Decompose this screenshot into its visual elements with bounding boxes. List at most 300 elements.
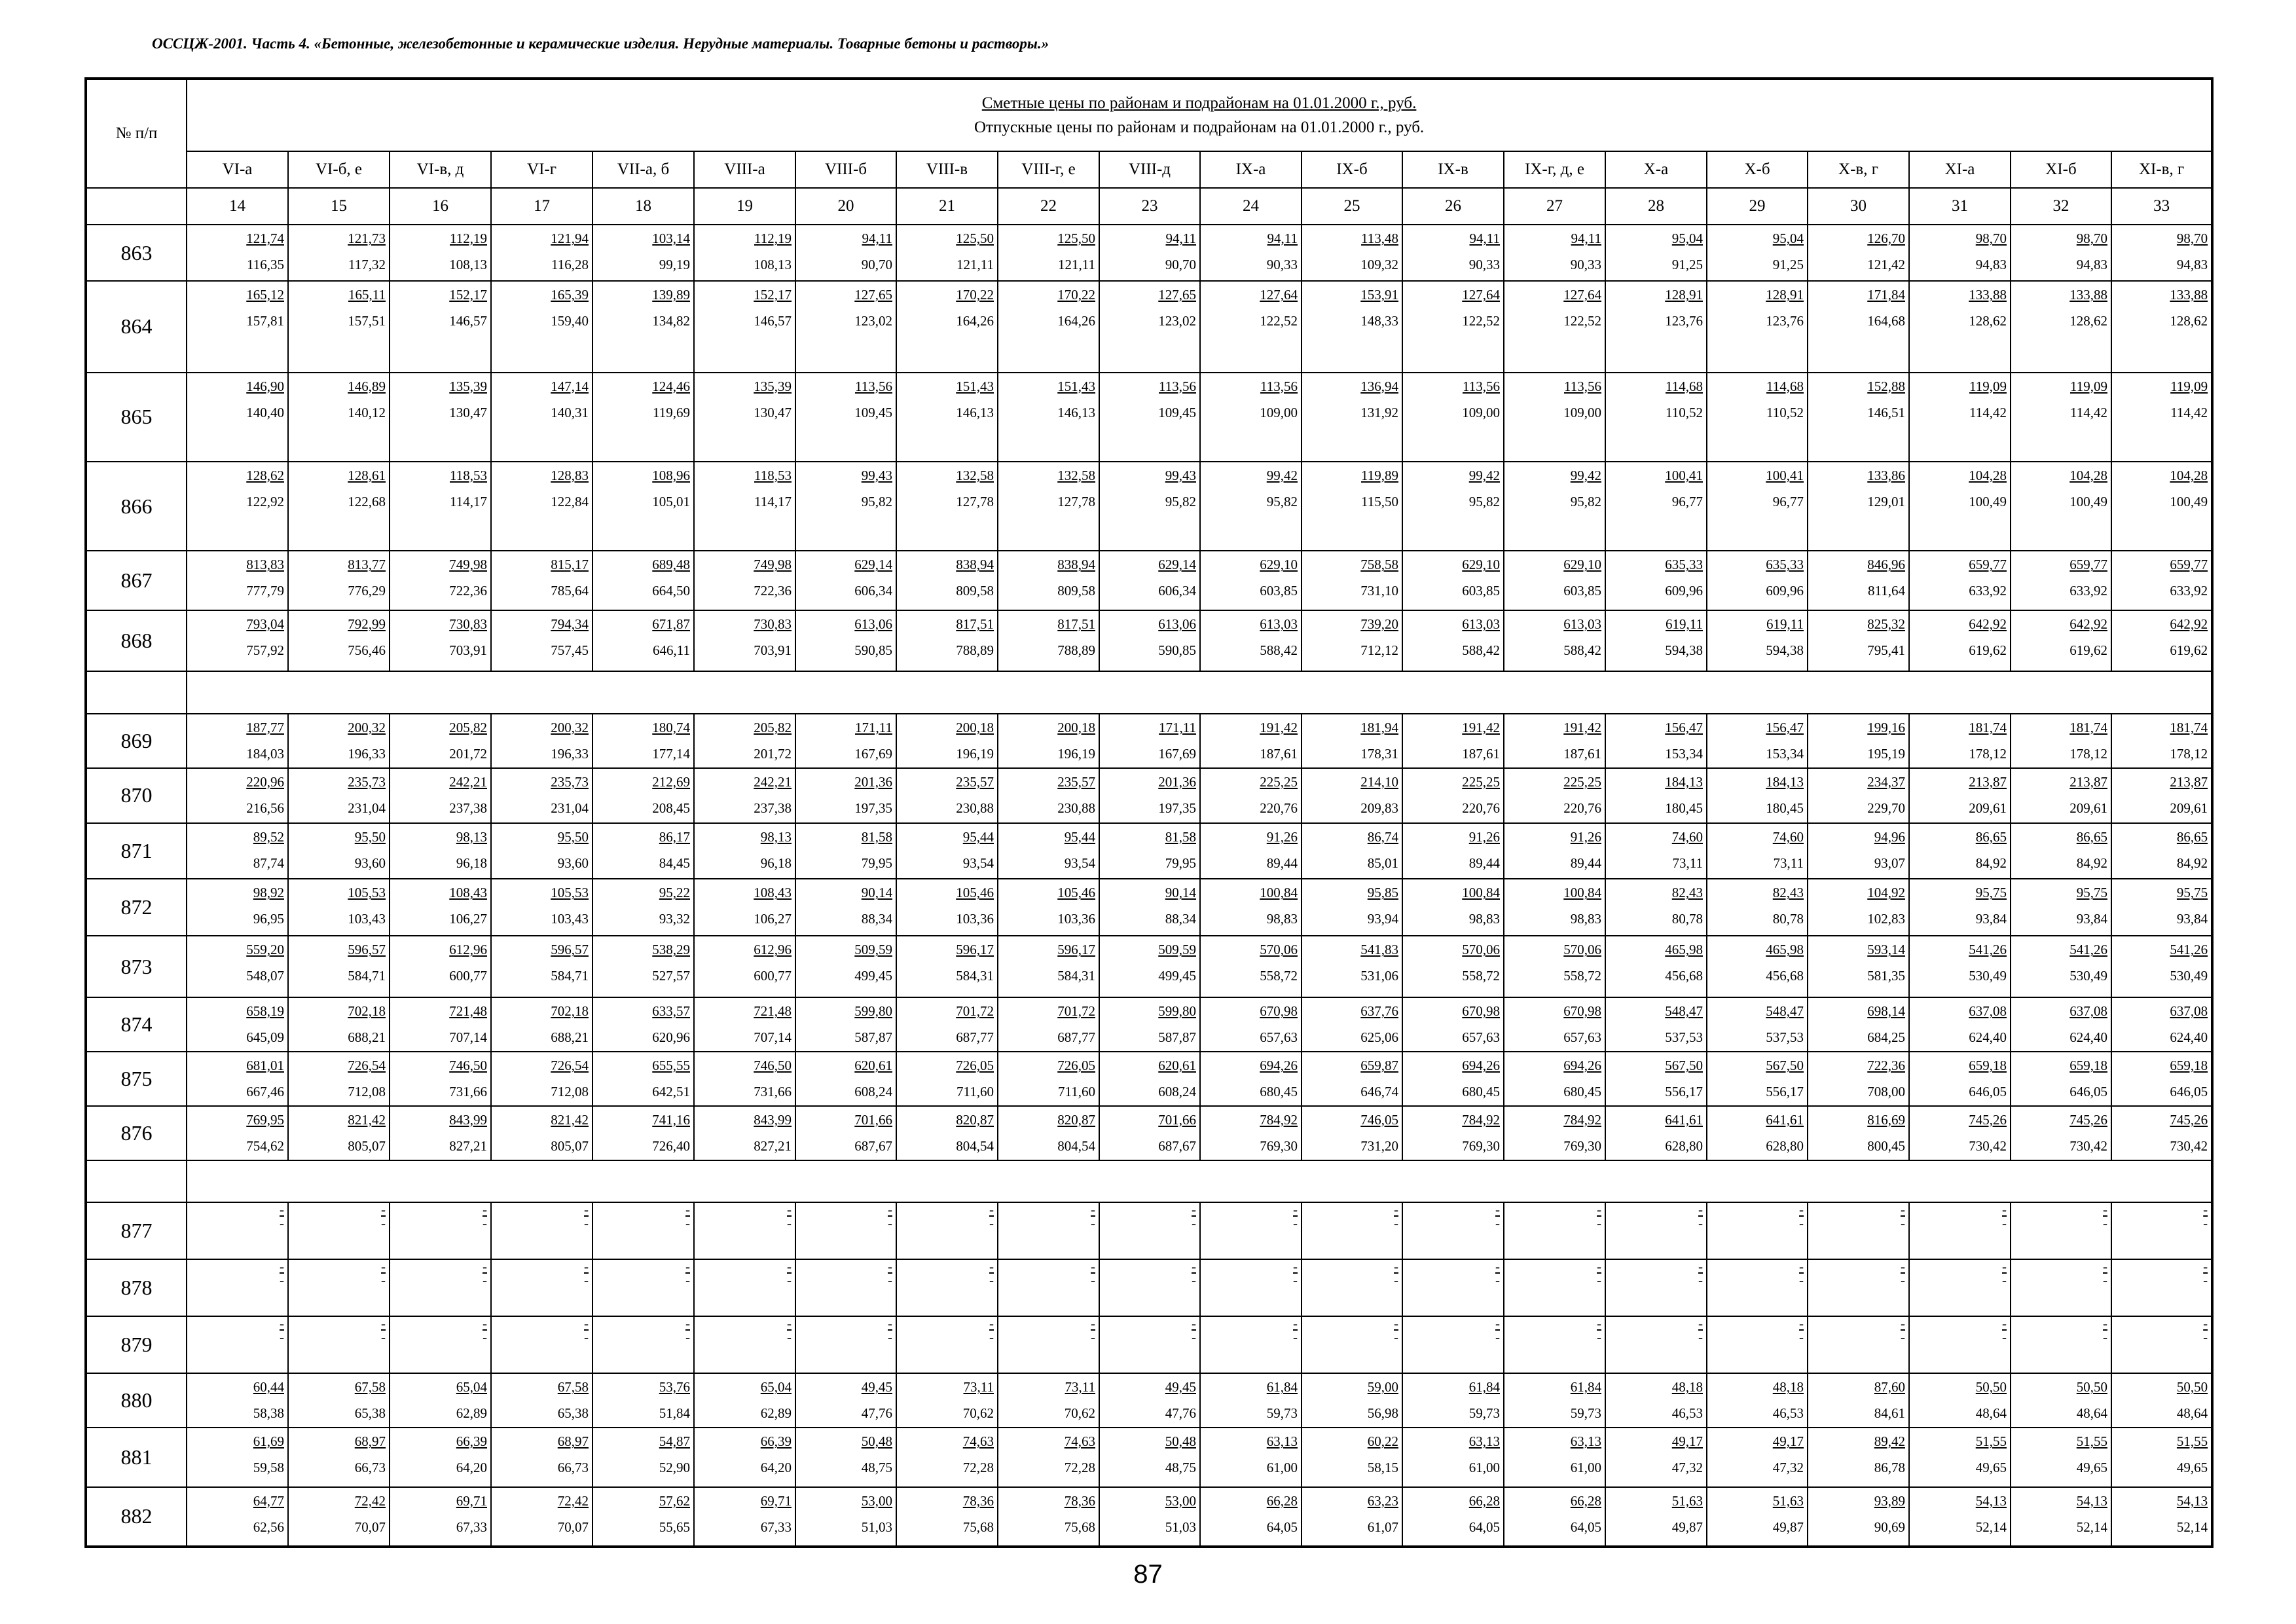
release-price: 95,82 <box>1165 493 1196 509</box>
estimate-price: 121,94 <box>551 231 589 247</box>
table-row <box>86 225 2212 281</box>
release-price: 121,11 <box>1058 257 1095 273</box>
price-cell <box>2111 1052 2212 1106</box>
price-cell <box>1302 879 1402 936</box>
release-price: 64,20 <box>760 1460 792 1475</box>
table-row <box>86 1316 2212 1373</box>
estimate-price: 613,06 <box>854 616 892 633</box>
price-cell <box>1302 768 1402 823</box>
release-price: 726,40 <box>652 1137 690 1154</box>
release-price: 122,92 <box>246 493 284 509</box>
release-price: 594,38 <box>1766 642 1804 659</box>
price-cell <box>795 1373 896 1428</box>
release-price: 70,07 <box>354 1519 386 1535</box>
price-cell <box>1605 373 1707 462</box>
estimate-price: 61,84 <box>1468 1379 1500 1395</box>
release-price: 711,60 <box>1058 1084 1095 1100</box>
price-cell <box>1200 936 1302 997</box>
estimate-price: 726,54 <box>348 1058 386 1074</box>
estimate-price: 817,51 <box>1057 616 1095 633</box>
estimate-price: 152,88 <box>1867 378 1905 394</box>
release-price: - <box>280 1329 284 1346</box>
estimate-price: 746,50 <box>754 1058 792 1074</box>
estimate-price: 86,65 <box>1975 828 2007 845</box>
price-cell <box>896 610 998 671</box>
release-price: 657,63 <box>1260 1029 1298 1046</box>
price-cell <box>1707 1106 1808 1160</box>
estimate-price: 105,46 <box>956 885 994 901</box>
region-header: VIII-в <box>896 151 998 188</box>
price-cell <box>491 551 592 610</box>
estimate-price: 90,14 <box>1165 885 1196 901</box>
column-number: 27 <box>1504 188 1605 225</box>
release-price: 70,07 <box>557 1519 589 1535</box>
estimate-price: 187,77 <box>246 719 284 735</box>
estimate-price: 570,06 <box>1563 942 1601 958</box>
price-cell <box>1605 462 1707 551</box>
price-cell <box>288 1428 390 1487</box>
price-cell <box>187 1373 288 1428</box>
price-cell <box>2011 1106 2111 1160</box>
estimate-price: - <box>1192 1202 1196 1218</box>
release-price: 122,52 <box>1563 313 1601 329</box>
estimate-price: 133,88 <box>1969 287 2007 303</box>
estimate-price: 596,17 <box>1057 942 1095 958</box>
table-row <box>86 462 2212 551</box>
estimate-price: 128,83 <box>551 467 589 483</box>
estimate-price: 95,75 <box>2076 885 2107 901</box>
release-price: 531,06 <box>1360 968 1398 984</box>
estimate-price: - <box>1698 1202 1703 1218</box>
release-price: 805,07 <box>348 1137 386 1154</box>
estimate-price: - <box>1293 1259 1298 1275</box>
price-cell <box>187 823 288 879</box>
price-cell <box>1302 1052 1402 1106</box>
release-price: 91,25 <box>1772 257 1804 273</box>
estimate-price: 225,25 <box>1563 773 1601 790</box>
column-number: 29 <box>1707 188 1808 225</box>
release-price: 633,92 <box>2069 583 2107 599</box>
price-cell <box>1707 997 1808 1052</box>
price-cell <box>390 1106 491 1160</box>
estimate-price: 61,69 <box>253 1433 284 1449</box>
price-cell <box>1504 879 1605 936</box>
estimate-price: 613,06 <box>1158 616 1196 633</box>
release-price: 184,03 <box>246 745 284 762</box>
release-price: 687,67 <box>854 1137 892 1154</box>
price-cell <box>998 1106 1099 1160</box>
estimate-price: 121,73 <box>348 231 386 247</box>
release-price: - <box>1293 1329 1298 1346</box>
price-cell <box>1808 281 1909 372</box>
release-price: 70,62 <box>1064 1405 1095 1422</box>
estimate-price: 541,26 <box>1969 942 2007 958</box>
price-cell <box>694 1316 795 1373</box>
row-number: 871 <box>86 823 187 879</box>
price-cell <box>1909 1428 2011 1487</box>
price-cell <box>1605 714 1707 768</box>
estimate-price: 813,77 <box>348 557 386 573</box>
release-price: 606,34 <box>854 583 892 599</box>
column-number: 25 <box>1302 188 1402 225</box>
row-number: 882 <box>86 1487 187 1547</box>
region-header: IX-а <box>1200 151 1302 188</box>
estimate-price: 234,37 <box>1867 773 1905 790</box>
release-price: 98,83 <box>1468 911 1500 927</box>
price-cell <box>2011 1428 2111 1487</box>
price-cell <box>2011 879 2111 936</box>
price-cell <box>694 936 795 997</box>
estimate-price: - <box>787 1202 792 1218</box>
price-cell <box>694 1487 795 1547</box>
estimate-price: - <box>685 1316 690 1332</box>
estimate-price: 119,09 <box>2170 378 2208 394</box>
estimate-price: 68,97 <box>354 1433 386 1449</box>
price-cell <box>187 1106 288 1160</box>
estimate-price: 620,61 <box>1158 1058 1196 1074</box>
estimate-price: 94,11 <box>1267 231 1298 247</box>
price-cell <box>1707 1373 1808 1428</box>
table-row <box>86 1373 2212 1428</box>
estimate-price: 99,43 <box>861 467 892 483</box>
price-cell <box>1504 610 1605 671</box>
release-price: 180,45 <box>1766 800 1804 816</box>
estimate-price: 846,96 <box>1867 557 1905 573</box>
price-cell <box>1707 714 1808 768</box>
price-cell <box>1808 610 1909 671</box>
estimate-price: 128,62 <box>246 467 284 483</box>
estimate-price: 739,20 <box>1360 616 1398 633</box>
estimate-price: 156,47 <box>1766 719 1804 735</box>
estimate-price: 619,11 <box>1666 616 1703 633</box>
price-cell <box>998 1052 1099 1106</box>
release-price: 65,38 <box>557 1405 589 1422</box>
column-number: 22 <box>998 188 1099 225</box>
price-cell <box>1605 1316 1707 1373</box>
price-cell <box>1200 1373 1302 1428</box>
release-price: 89,44 <box>1266 855 1298 871</box>
price-cell <box>1707 551 1808 610</box>
release-price: 46,53 <box>1671 1405 1703 1422</box>
price-cell <box>694 1106 795 1160</box>
estimate-price: 98,13 <box>456 828 487 845</box>
estimate-price: - <box>685 1202 690 1218</box>
price-cell <box>491 281 592 372</box>
table-row <box>86 373 2212 462</box>
estimate-price: 49,17 <box>1772 1433 1804 1449</box>
estimate-price: 74,60 <box>1772 828 1804 845</box>
estimate-price: 769,95 <box>246 1111 284 1128</box>
estimate-price: 113,56 <box>1564 378 1601 394</box>
price-cell <box>1605 1487 1707 1547</box>
estimate-price: 793,04 <box>246 616 284 633</box>
price-cell <box>1909 225 2011 281</box>
column-number: 20 <box>795 188 896 225</box>
release-price: 47,76 <box>1165 1405 1196 1422</box>
estimate-price: - <box>2203 1259 2208 1275</box>
release-price: 95,82 <box>1266 493 1298 509</box>
price-cell <box>592 462 694 551</box>
release-price: 687,77 <box>1057 1029 1095 1046</box>
estimate-price: 181,94 <box>1360 719 1398 735</box>
release-price: 178,12 <box>1969 745 2007 762</box>
estimate-price: - <box>1597 1316 1601 1332</box>
estimate-price: 50,50 <box>2176 1379 2208 1395</box>
price-cell <box>1402 1202 1504 1259</box>
release-price: 588,42 <box>1260 642 1298 659</box>
estimate-price: - <box>888 1259 892 1275</box>
price-cell <box>2011 936 2111 997</box>
estimate-price: 548,47 <box>1665 1003 1703 1020</box>
release-price: 64,20 <box>456 1460 487 1475</box>
release-price: - <box>1597 1215 1601 1232</box>
price-cell <box>390 823 491 879</box>
price-cell <box>2111 714 2212 768</box>
release-price: 608,24 <box>854 1084 892 1100</box>
estimate-price: 127,64 <box>1563 287 1601 303</box>
estimate-price: 694,26 <box>1462 1058 1500 1074</box>
price-cell <box>592 1202 694 1259</box>
price-cell <box>187 714 288 768</box>
release-price: 114,42 <box>1969 404 2007 420</box>
estimate-price: - <box>1799 1259 1804 1275</box>
estimate-price: 199,16 <box>1867 719 1905 735</box>
price-cell <box>896 1316 998 1373</box>
column-number: 26 <box>1402 188 1504 225</box>
release-price: 804,54 <box>956 1137 994 1154</box>
release-price: 67,33 <box>760 1519 792 1535</box>
release-price: - <box>888 1272 892 1289</box>
estimate-price: 81,58 <box>861 828 892 845</box>
table-row <box>86 1428 2212 1487</box>
price-cell <box>1302 1373 1402 1428</box>
price-cell <box>390 225 491 281</box>
price-cell <box>1808 768 1909 823</box>
price-cell <box>390 462 491 551</box>
price-cell <box>1200 281 1302 372</box>
estimate-price: 94,11 <box>1469 231 1500 247</box>
release-price: 711,60 <box>957 1084 994 1100</box>
region-header: XI-в, г <box>2111 151 2212 188</box>
estimate-price: 86,65 <box>2176 828 2208 845</box>
price-cell <box>1099 1316 1200 1373</box>
estimate-price: 722,36 <box>1867 1058 1905 1074</box>
price-cell <box>1605 1106 1707 1160</box>
release-price: - <box>2203 1272 2208 1289</box>
release-price: 164,26 <box>1057 313 1095 329</box>
release-price: 109,00 <box>1260 404 1298 420</box>
price-cell <box>592 1052 694 1106</box>
estimate-price: 220,96 <box>246 773 284 790</box>
estimate-price: 721,48 <box>449 1003 487 1020</box>
estimate-price: - <box>584 1259 589 1275</box>
estimate-price: 95,75 <box>2176 885 2208 901</box>
separator-row <box>86 671 2212 714</box>
estimate-price: - <box>1901 1316 1905 1332</box>
price-cell <box>795 281 896 372</box>
price-cell <box>390 551 491 610</box>
release-price: 220,76 <box>1563 800 1601 816</box>
estimate-price: 784,92 <box>1260 1111 1298 1128</box>
estimate-price: 78,36 <box>1064 1492 1095 1509</box>
price-cell <box>1200 1316 1302 1373</box>
row-number: 875 <box>86 1052 187 1106</box>
price-cell <box>390 1259 491 1316</box>
release-price: 624,40 <box>2069 1029 2107 1046</box>
estimate-price: 59,00 <box>1367 1379 1398 1395</box>
release-price: 603,85 <box>1563 583 1601 599</box>
price-cell <box>1402 1428 1504 1487</box>
estimate-price: 180,74 <box>652 719 690 735</box>
estimate-price: 152,17 <box>754 287 792 303</box>
price-cell <box>390 936 491 997</box>
price-cell <box>896 1487 998 1547</box>
release-price: - <box>1293 1272 1298 1289</box>
estimate-price: 94,11 <box>1571 231 1601 247</box>
price-cell <box>1099 1487 1200 1547</box>
price-cell <box>1200 1487 1302 1547</box>
estimate-price: 51,63 <box>1772 1492 1804 1509</box>
estimate-price: 100,84 <box>1462 885 1500 901</box>
price-cell <box>1099 936 1200 997</box>
price-cell <box>998 879 1099 936</box>
price-cell <box>1099 1428 1200 1487</box>
estimate-price: 139,89 <box>652 287 690 303</box>
release-price: - <box>1394 1329 1398 1346</box>
estimate-price: 135,39 <box>754 378 792 394</box>
estimate-price: 100,84 <box>1563 885 1601 901</box>
price-cell <box>1099 462 1200 551</box>
table-row <box>86 610 2212 671</box>
price-cell <box>1808 225 1909 281</box>
price-cell <box>288 462 390 551</box>
estimate-price: 816,69 <box>1867 1111 1905 1128</box>
release-price: 128,62 <box>2170 313 2208 329</box>
estimate-price: 94,11 <box>862 231 892 247</box>
release-price: 72,28 <box>962 1460 994 1475</box>
region-header: VIII-б <box>795 151 896 188</box>
price-cell <box>592 225 694 281</box>
release-price: 131,92 <box>1360 404 1398 420</box>
price-cell <box>288 610 390 671</box>
row-number: 869 <box>86 714 187 768</box>
price-cell <box>491 823 592 879</box>
price-cell <box>694 462 795 551</box>
release-price: 64,05 <box>1266 1519 1298 1535</box>
release-price: 93,54 <box>1064 855 1095 871</box>
price-cell <box>491 610 592 671</box>
price-cell <box>896 997 998 1052</box>
price-cell <box>491 1106 592 1160</box>
estimate-price: 61,84 <box>1266 1379 1298 1395</box>
price-cell <box>1605 281 1707 372</box>
price-cell <box>795 551 896 610</box>
price-cell <box>1909 1052 2011 1106</box>
estimate-price: - <box>2002 1316 2007 1332</box>
release-price: 730,42 <box>1969 1137 2007 1154</box>
release-price: 195,19 <box>1867 745 1905 762</box>
price-cell <box>998 551 1099 610</box>
release-price: 130,47 <box>449 404 487 420</box>
release-price: 80,78 <box>1671 911 1703 927</box>
price-cell <box>1402 936 1504 997</box>
price-cell <box>795 225 896 281</box>
table-row <box>86 823 2212 879</box>
estimate-price: 746,05 <box>1360 1111 1398 1128</box>
price-cell <box>390 1487 491 1547</box>
price-cell <box>1302 1106 1402 1160</box>
release-price: - <box>1799 1329 1804 1346</box>
price-cell <box>795 1487 896 1547</box>
price-cell <box>288 714 390 768</box>
release-price: 167,69 <box>1158 745 1196 762</box>
price-cell <box>1808 1316 1909 1373</box>
price-cell <box>1504 1316 1605 1373</box>
region-header: VI-г <box>491 151 592 188</box>
estimate-price: 659,77 <box>2170 557 2208 573</box>
region-header: XI-б <box>2011 151 2111 188</box>
estimate-price: 225,25 <box>1462 773 1500 790</box>
release-price: 537,53 <box>1766 1029 1804 1046</box>
release-price: - <box>1901 1272 1905 1289</box>
price-cell <box>1402 1373 1504 1428</box>
release-price: - <box>787 1329 792 1346</box>
price-cell <box>1402 1106 1504 1160</box>
price-cell <box>1504 1487 1605 1547</box>
estimate-price: 108,43 <box>754 885 792 901</box>
release-price: 61,00 <box>1570 1460 1601 1475</box>
release-price: 90,33 <box>1266 257 1298 273</box>
estimate-price: 165,39 <box>551 287 589 303</box>
price-cell <box>1707 768 1808 823</box>
release-price: 769,30 <box>1462 1137 1500 1154</box>
release-price: 51,03 <box>861 1519 892 1535</box>
release-price: 128,62 <box>2069 313 2107 329</box>
estimate-price: - <box>1293 1316 1298 1332</box>
release-price: 46,53 <box>1772 1405 1804 1422</box>
estimate-price: 95,85 <box>1367 885 1398 901</box>
release-price: 84,92 <box>2176 855 2208 871</box>
price-cell <box>288 1373 390 1428</box>
release-price: 90,33 <box>1570 257 1601 273</box>
table-row <box>86 936 2212 997</box>
estimate-price: 126,70 <box>1867 231 1905 247</box>
estimate-price: - <box>1495 1316 1500 1332</box>
release-price: 62,89 <box>456 1405 487 1422</box>
price-cell <box>1099 1259 1200 1316</box>
estimate-price: 133,88 <box>2069 287 2107 303</box>
estimate-price: 74,60 <box>1671 828 1703 845</box>
price-cell <box>1504 1202 1605 1259</box>
estimate-price: 132,58 <box>956 467 994 483</box>
release-price: 59,73 <box>1468 1405 1500 1422</box>
release-price: 209,61 <box>2069 800 2107 816</box>
release-price: 146,13 <box>956 404 994 420</box>
price-cell <box>1200 373 1302 462</box>
price-cell <box>2011 281 2111 372</box>
estimate-price: 66,28 <box>1468 1492 1500 1509</box>
price-cell <box>1605 879 1707 936</box>
price-cell <box>1099 768 1200 823</box>
release-price: 140,40 <box>246 404 284 420</box>
estimate-price: 61,84 <box>1570 1379 1601 1395</box>
price-cell <box>896 551 998 610</box>
price-cell <box>2111 823 2212 879</box>
row-number: 877 <box>86 1202 187 1259</box>
release-price: 178,12 <box>2069 745 2107 762</box>
estimate-price: 125,50 <box>1057 231 1095 247</box>
price-cell <box>1402 551 1504 610</box>
